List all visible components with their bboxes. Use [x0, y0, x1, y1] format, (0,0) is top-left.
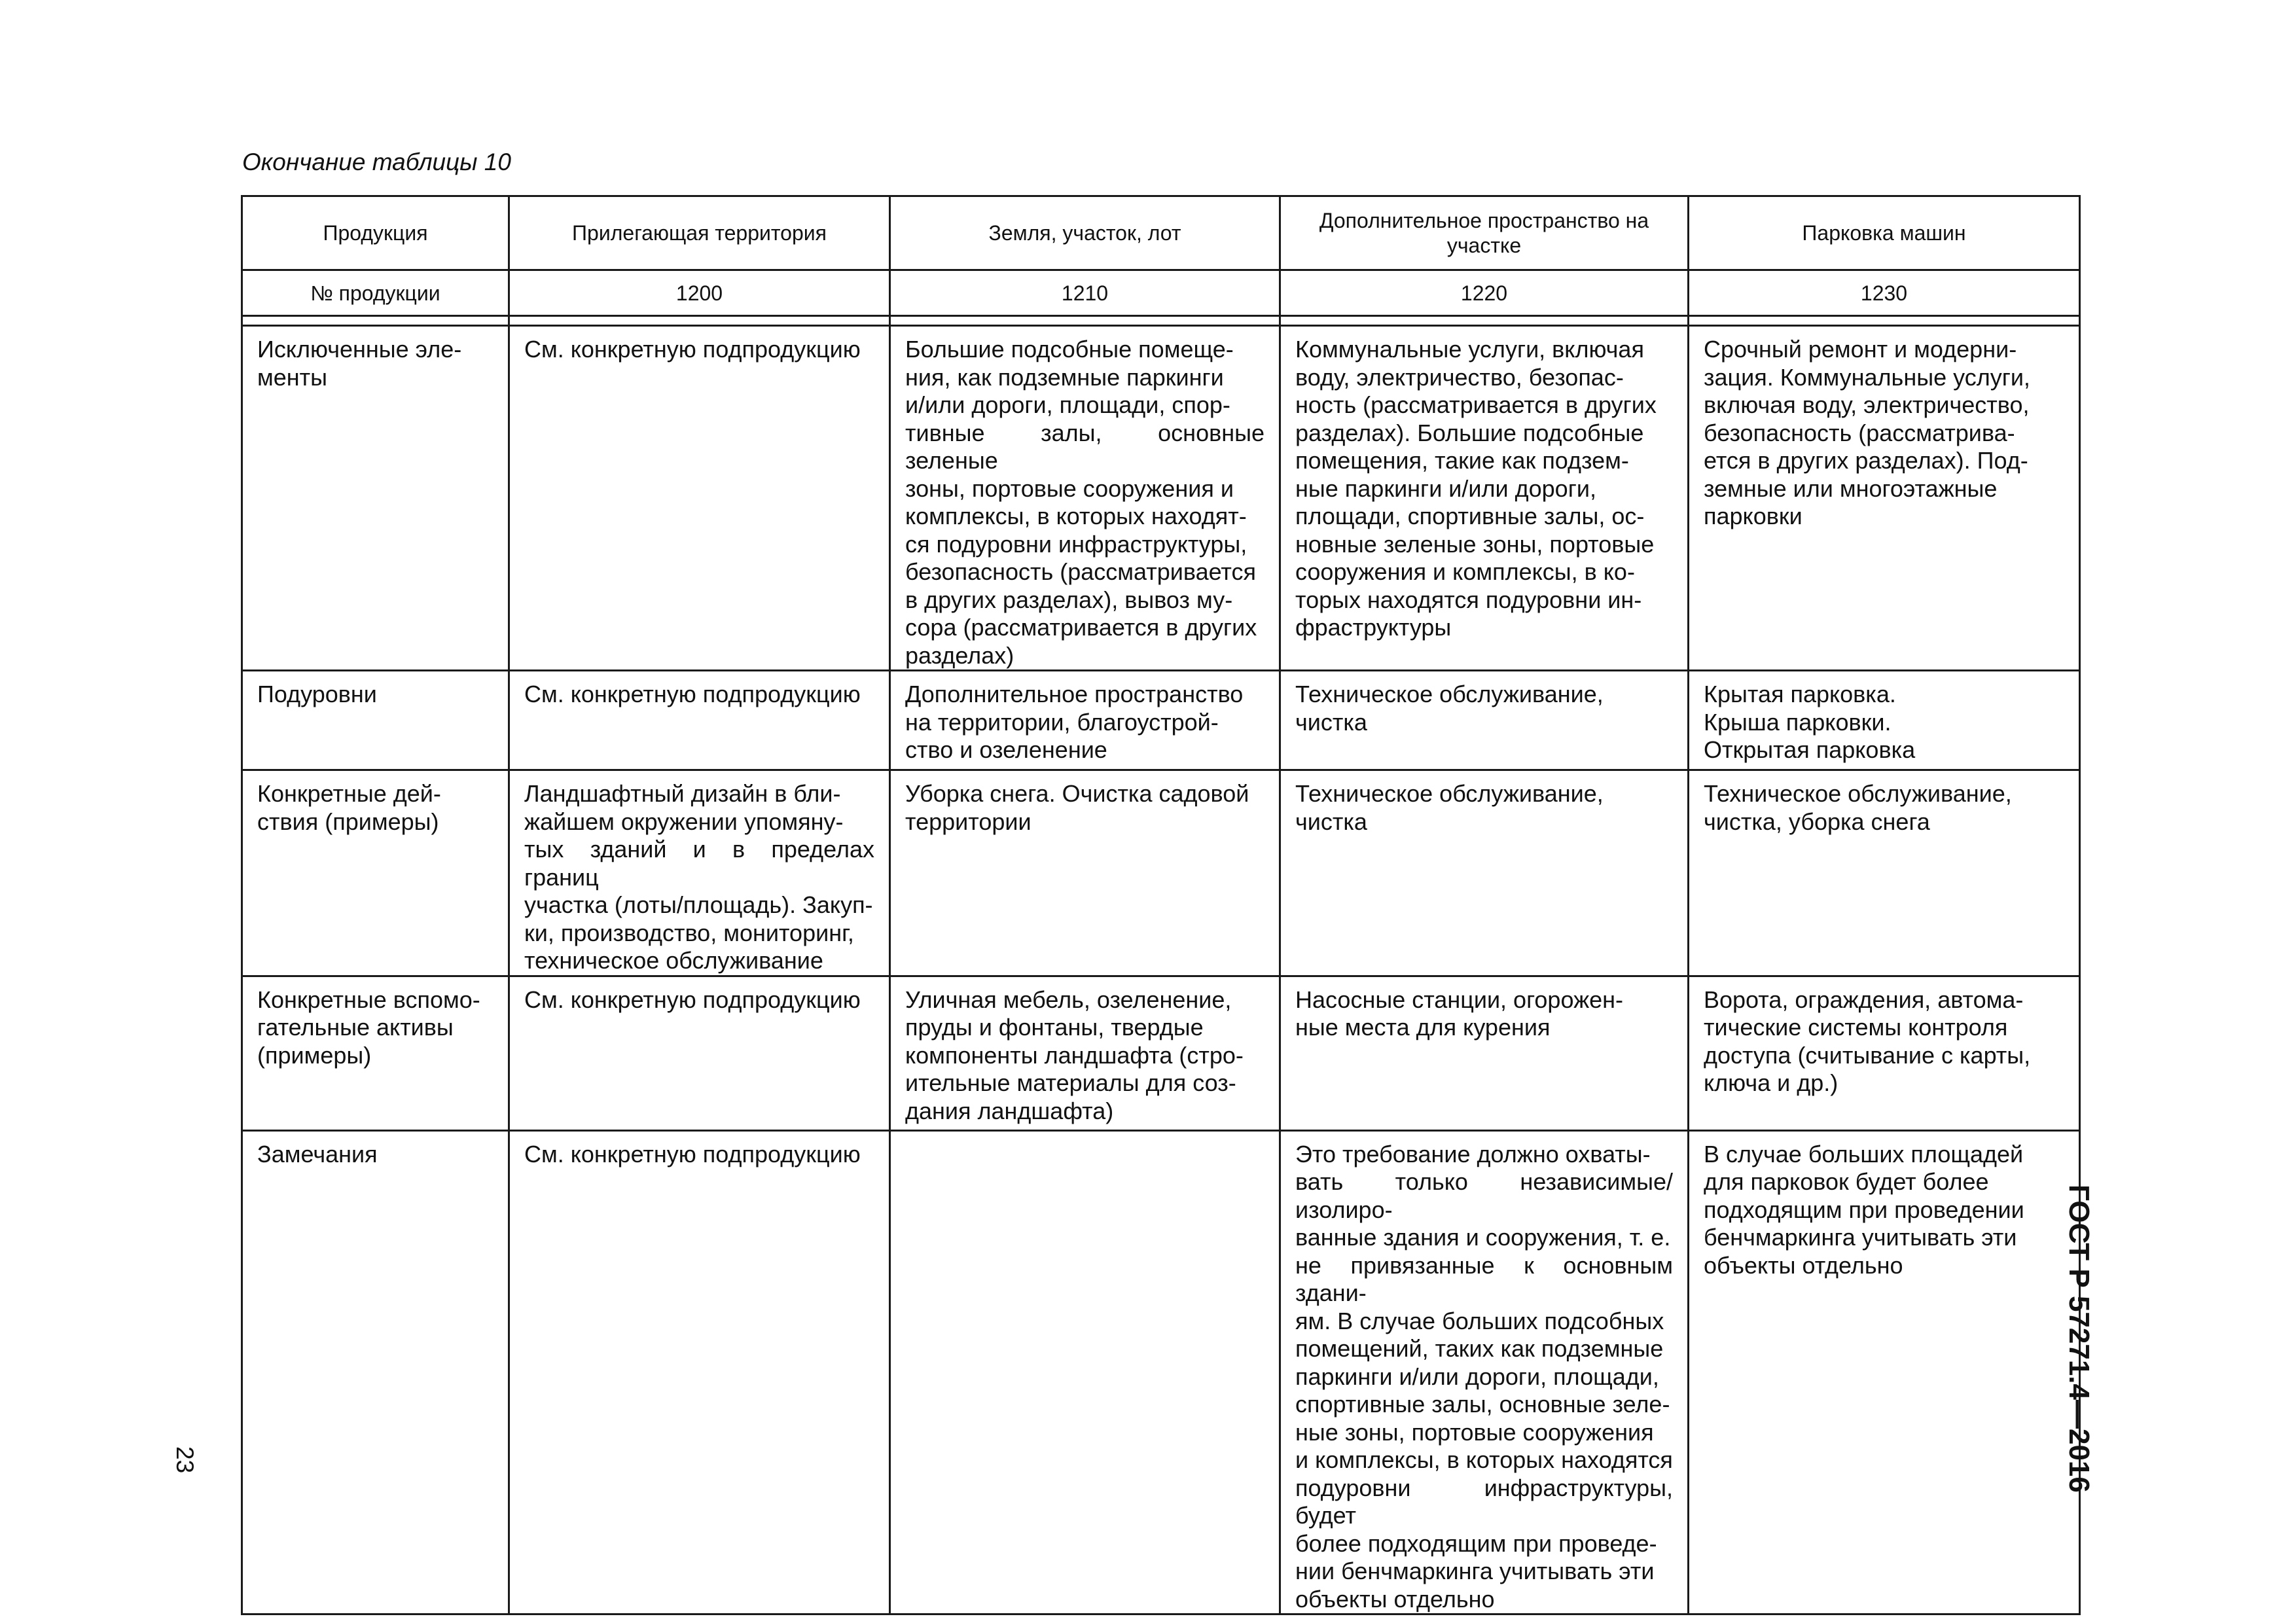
row-label: Подуровни [242, 671, 509, 770]
table-cell: Техническое обслуживание, чистка, уборка снега [1689, 770, 2080, 976]
table-number-row [242, 270, 2080, 316]
table-row [242, 770, 2080, 976]
table-cell: См. конкретную подпродукцию [509, 976, 890, 1130]
number-1210: 1210 [890, 270, 1280, 316]
table-cell: Техническое обслуживание, чистка [1280, 770, 1689, 976]
header-car-parking: Парковка машин [1689, 196, 2080, 270]
number-1220: 1220 [1280, 270, 1689, 316]
row-label: Конкретные вспомо- гательные активы (примеры) [242, 976, 509, 1130]
table-cell: В случае больших площадей для парковок будет более подходящим при проведении бенчмаркинга учитывать эти объекты отдельно [1689, 1130, 2080, 1614]
table-row [242, 671, 2080, 770]
table-cell: Дополнительное пространство на территории, благоустрой- ство и озеленение [890, 671, 1280, 770]
table-cell [890, 1130, 1280, 1614]
table-cell: См. конкретную подпродукцию [509, 671, 890, 770]
table-cell: Коммунальные услуги, включая воду, электричество, безопас- ность (рассматривается в других разделах). Большие подсобные помещения, такие как подзем- ные паркинги и/или дороги, площади, спортивные залы, ос- новные зеленые зоны, портовые сооружения и комплексы, в ко- торых находятся подуровни ин- фраструктуры [1280, 326, 1689, 671]
table-cell: Большие подсобные помеще- ния, как подземные паркинги и/или дороги, площади, спор- тивные залы, основные зеленые зоны, портовые сооружения и комплексы, в которых находят- ся подуровни инфраструктуры, безопасность (рассматривается в других разделах), вывоз му- сора (рассматривается в других разделах) [890, 326, 1280, 671]
header-adjacent-territory: Прилегающая территория [509, 196, 890, 270]
table-row [242, 1130, 2080, 1614]
table-row [242, 326, 2080, 671]
number-label: № продукции [242, 270, 509, 316]
header-product: Продукция [242, 196, 509, 270]
table-cell: Насосные станции, огорожен- ные места для курения [1280, 976, 1689, 1130]
page-number: 23 [171, 1446, 198, 1474]
table-header-row [242, 196, 2080, 270]
table-cell: Это требование должно охваты- вать только независимые/изолиро- ванные здания и сооружения, т. е. не привязанные к основным здани- ям. В случае больших подсобных помещений, таких как подземные паркинги и/или дороги, площади, спортивные залы, основные зеле- ные зоны, портовые сооружения и комплексы, в которых находятся подуровни инфраструктуры, будет более подходящим при проведе- нии бенчмаркинга учитывать эти объекты отдельно [1280, 1130, 1689, 1614]
row-label: Конкретные дей- ствия (примеры) [242, 770, 509, 976]
header-additional-space: Дополнительное пространство на участке [1280, 196, 1689, 270]
standard-designation: ГОСТ Р 57271.4—2016 [2063, 1185, 2095, 1493]
table-caption: Окончание таблицы 10 [242, 149, 511, 175]
table-cell: Срочный ремонт и модерни- зация. Коммунальные услуги, включая воду, электричество, безопасность (рассматрива- ется в других разделах). Под- земные или многоэтажные парковки [1689, 326, 2080, 671]
row-label: Замечания [242, 1130, 509, 1614]
table-cell: Крытая парковка. Крыша парковки. Открытая парковка [1689, 671, 2080, 770]
table-cell: См. конкретную подпродукцию [509, 326, 890, 671]
header-land-plot: Земля, участок, лот [890, 196, 1280, 270]
table-cell: Ворота, ограждения, автома- тические системы контроля доступа (считывание с карты, ключа и др.) [1689, 976, 2080, 1130]
table-cell: См. конкретную подпродукцию [509, 1130, 890, 1614]
number-1230: 1230 [1689, 270, 2080, 316]
table-cell: Уборка снега. Очистка садовой территории [890, 770, 1280, 976]
product-table [241, 195, 2081, 1615]
number-1200: 1200 [509, 270, 890, 316]
row-label: Исключенные эле- менты [242, 326, 509, 671]
table-row [242, 976, 2080, 1130]
table-cell: Техническое обслуживание, чистка [1280, 671, 1689, 770]
table-cell: Ландшафтный дизайн в бли- жайшем окружении упомяну- тых зданий и в пределах границ участка (лоты/площадь). Закуп- ки, производство, мониторинг, техническое обслуживание [509, 770, 890, 976]
table-cell: Уличная мебель, озеленение, пруды и фонтаны, твердые компоненты ландшафта (стро- ительные материалы для соз- дания ландшафта) [890, 976, 1280, 1130]
table-separator [242, 316, 2080, 326]
